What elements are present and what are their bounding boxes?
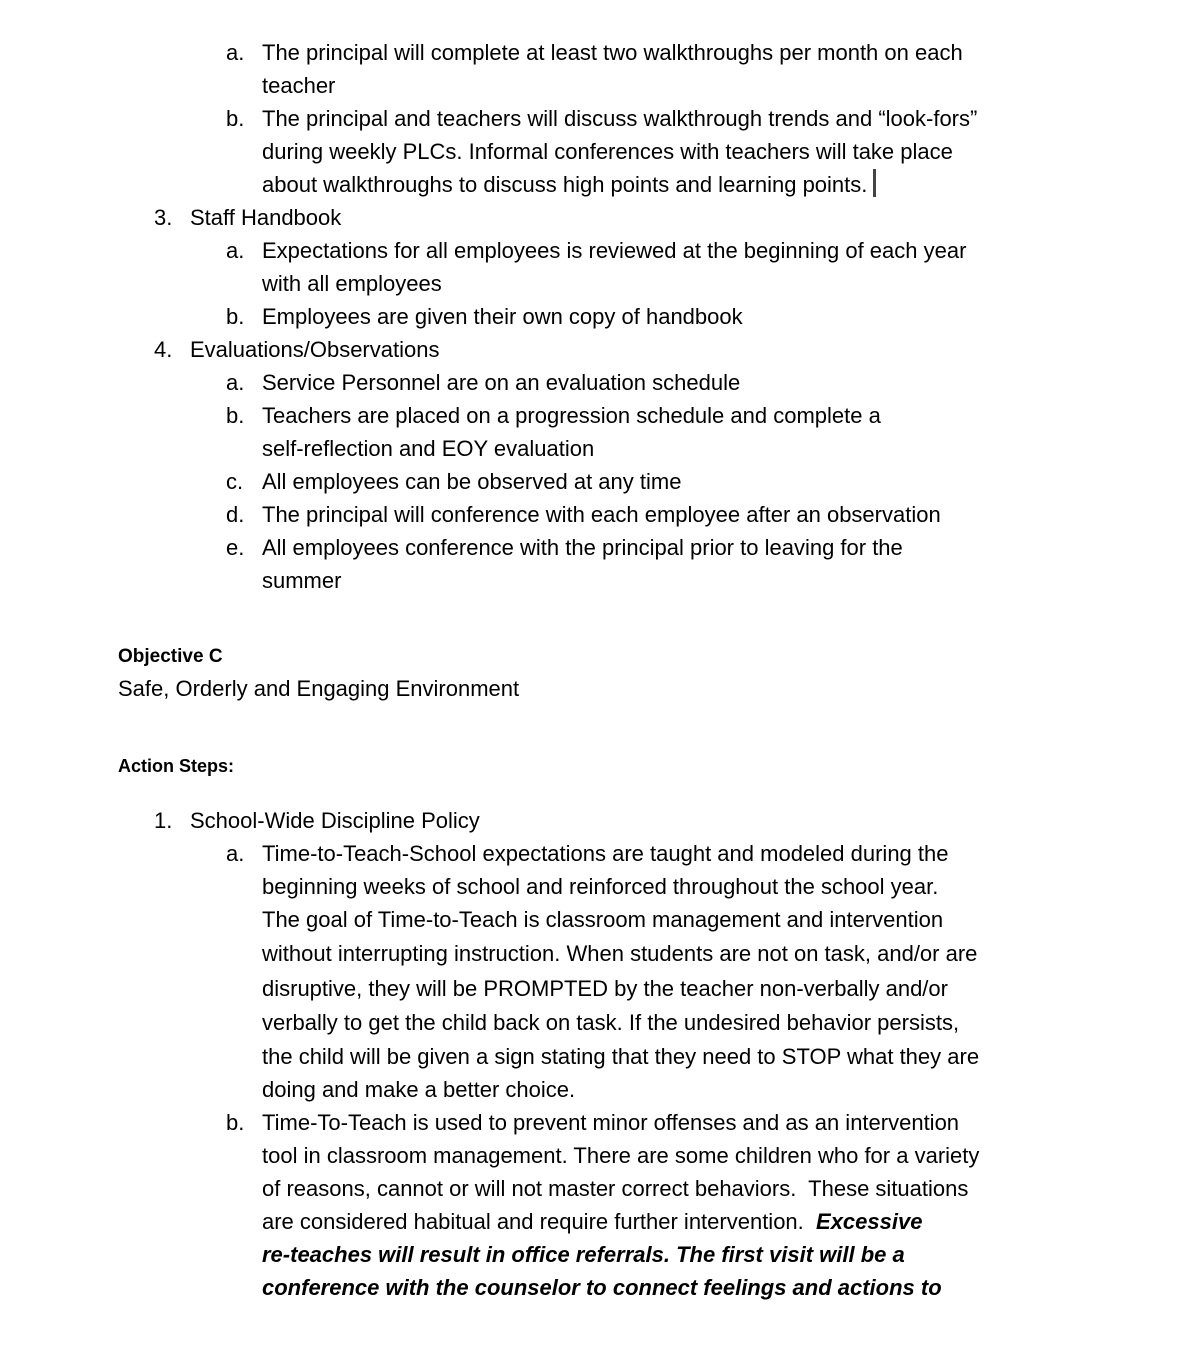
- list-item-text: without interrupting instruction. When students are not on task, and/or are: [262, 941, 978, 966]
- list-marker: 1.: [154, 808, 173, 833]
- list-item-text: Expectations for all employees is reviewed at the beginning of each year: [262, 238, 967, 263]
- list-item-text-emphasis: Excessive: [816, 1209, 923, 1234]
- list-item-text: during weekly PLCs. Informal conferences with teachers will take place: [262, 139, 953, 164]
- list-item-text: All employees can be observed at any time: [262, 469, 682, 494]
- list-marker: a.: [226, 841, 245, 866]
- list-item-text: of reasons, cannot or will not master correct behaviors. These situations: [262, 1176, 969, 1201]
- list-marker: a.: [226, 40, 245, 65]
- list-item-text: [262, 168, 876, 201]
- list-item-text: doing and make a better choice.: [262, 1077, 576, 1102]
- list-item-text: summer: [262, 568, 342, 593]
- list-item-text: self-reflection and EOY evaluation: [262, 436, 595, 461]
- list-marker: b.: [226, 106, 245, 131]
- list-item-text-plain: are considered habitual and require further intervention.: [262, 1209, 817, 1234]
- list-marker: e.: [226, 535, 245, 560]
- list-item-heading: Staff Handbook: [190, 205, 342, 230]
- list-item-text: The goal of Time-to-Teach is classroom management and intervention: [262, 907, 944, 932]
- list-marker: a.: [226, 238, 245, 263]
- text-cursor: [873, 169, 876, 197]
- list-item-text: disruptive, they will be PROMPTED by the teacher non-verbally and/or: [262, 976, 948, 1001]
- list-item-text: Employees are given their own copy of handbook: [262, 304, 743, 329]
- list-item-text: Teachers are placed on a progression schedule and complete a: [262, 403, 881, 428]
- list-item-text: with all employees: [262, 271, 442, 296]
- list-item-text-emphasis: re-teaches will result in office referrals. The first visit will be a: [262, 1242, 905, 1267]
- list-marker: c.: [226, 469, 244, 494]
- list-item-text: Time-to-Teach-School expectations are taught and modeled during the: [262, 841, 949, 866]
- list-item-text: All employees conference with the principal prior to leaving for the: [262, 535, 903, 560]
- list-item-text: tool in classroom management. There are some children who for a variety: [262, 1143, 980, 1168]
- list-item-text: teacher: [262, 73, 336, 98]
- list-item-text: Time-To-Teach is used to prevent minor offenses and as an intervention: [262, 1110, 960, 1135]
- list-item-text: The principal will conference with each employee after an observation: [262, 502, 941, 527]
- list-item-text: The principal will complete at least two walkthroughs per month on each: [262, 40, 963, 65]
- list-item-text-content: about walkthroughs to discuss high points and learning points.: [262, 172, 868, 197]
- list-item-text: [262, 1205, 922, 1238]
- action-steps-label: Action Steps:: [118, 756, 235, 776]
- list-marker: a.: [226, 370, 245, 395]
- objective-title: Safe, Orderly and Engaging Environment: [118, 676, 520, 701]
- list-marker: b.: [226, 1110, 245, 1135]
- list-marker: b.: [226, 403, 245, 428]
- objective-heading: Objective C: [118, 646, 223, 667]
- list-marker: b.: [226, 304, 245, 329]
- list-item-text: Service Personnel are on an evaluation schedule: [262, 370, 741, 395]
- list-marker: d.: [226, 502, 245, 527]
- list-item-text: verbally to get the child back on task. If the undesired behavior persists,: [262, 1010, 960, 1035]
- list-marker: 3.: [154, 205, 173, 230]
- list-item-text: the child will be given a sign stating that they need to STOP what they are: [262, 1044, 980, 1069]
- list-item-text-emphasis: conference with the counselor to connect feelings and actions to: [262, 1275, 942, 1300]
- list-item-text: beginning weeks of school and reinforced throughout the school year.: [262, 874, 939, 899]
- list-marker: 4.: [154, 337, 173, 362]
- list-item-heading: Evaluations/Observations: [190, 337, 440, 362]
- list-item-text: The principal and teachers will discuss walkthrough trends and “look-fors”: [262, 106, 978, 131]
- list-item-heading: School-Wide Discipline Policy: [190, 808, 480, 833]
